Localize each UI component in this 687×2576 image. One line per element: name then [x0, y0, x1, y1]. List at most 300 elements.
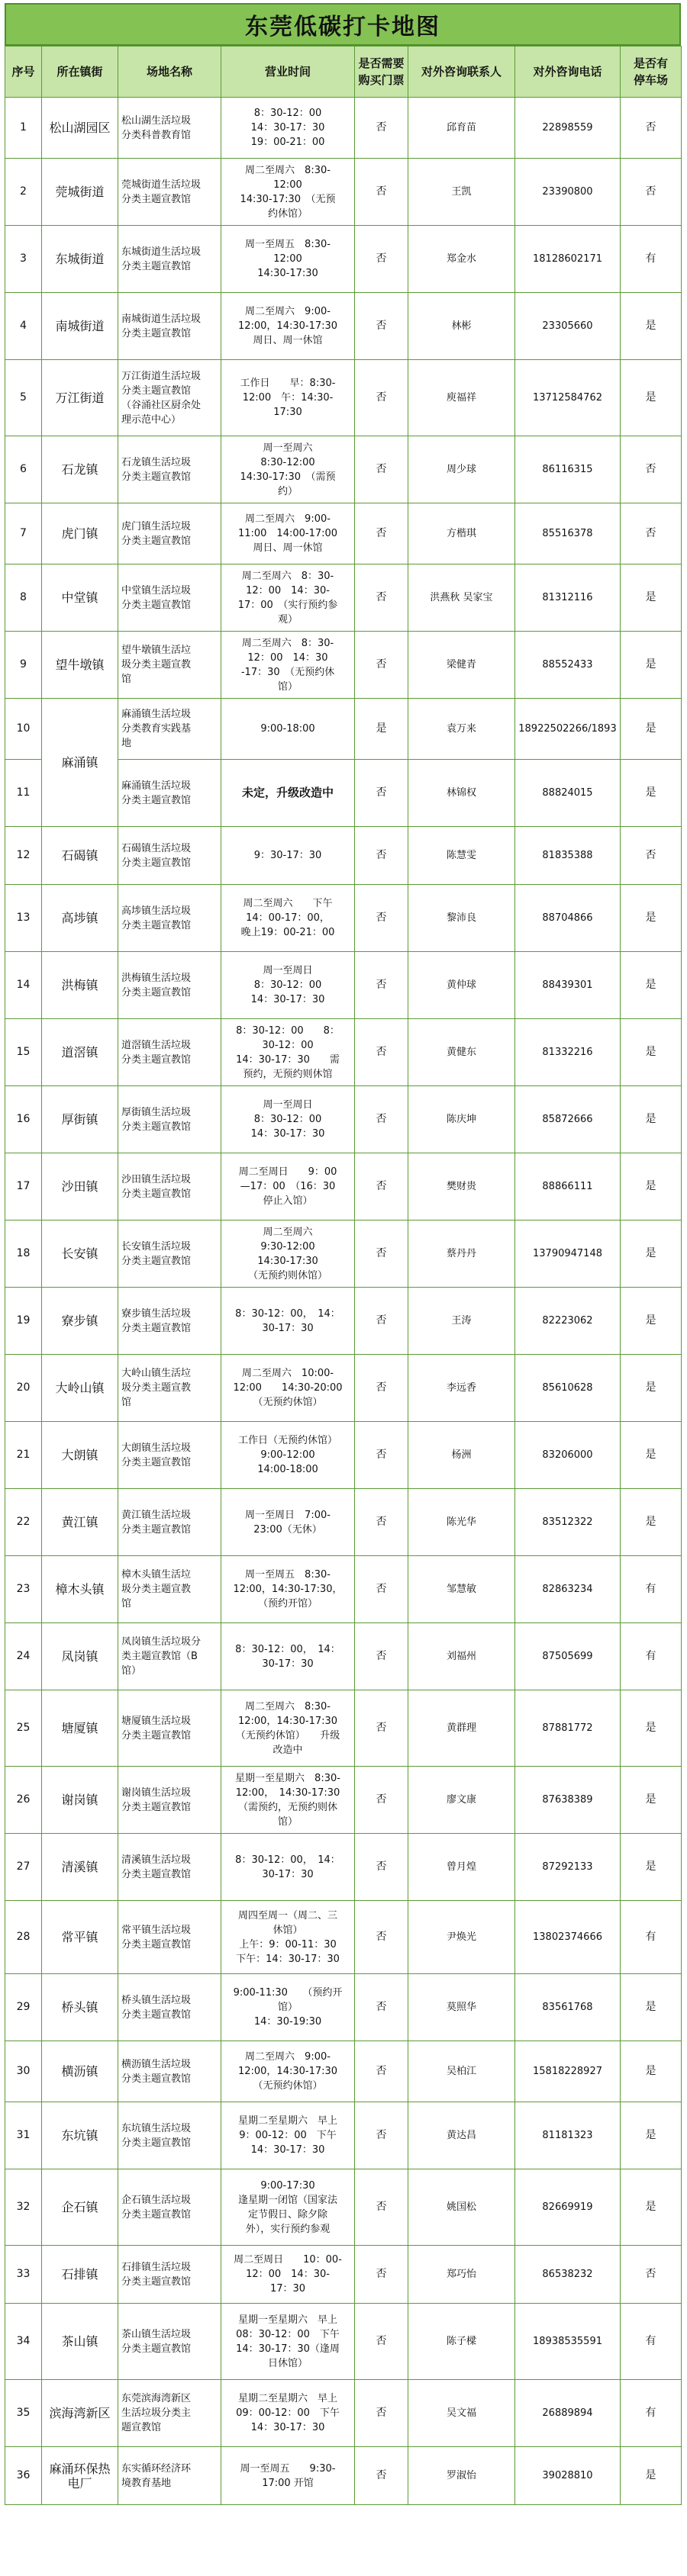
row-ticket: 否	[355, 2304, 408, 2380]
row-phone: 18938535591	[515, 2304, 621, 2380]
row-parking: 是	[621, 1834, 682, 1901]
row-hours: 星期一至星期六 8:30- 12:00， 14:30-17:30 （需预约，无预约则休 馆）	[221, 1767, 355, 1834]
row-no: 22	[5, 1489, 42, 1556]
row-no: 9	[5, 632, 42, 699]
row-parking: 是	[621, 760, 682, 827]
row-ticket: 否	[355, 2447, 408, 2505]
row-no: 20	[5, 1355, 42, 1422]
row-no: 4	[5, 293, 42, 360]
row-ticket: 否	[355, 1220, 408, 1288]
row-parking: 是	[621, 2447, 682, 2505]
header-parking: 是否有 停车场	[621, 47, 682, 98]
row-venue: 东实循环经济环 境教育基地	[118, 2447, 221, 2505]
row-venue: 高埗镇生活垃圾 分类主题宣教馆	[118, 885, 221, 952]
row-street: 沙田镇	[42, 1153, 118, 1220]
row-hours: 周一至周日 7:00- 23:00（无休）	[221, 1489, 355, 1556]
row-no: 29	[5, 1974, 42, 2041]
row-street: 樟木头镇	[42, 1556, 118, 1623]
row-parking: 是	[621, 1355, 682, 1422]
row-venue: 东坑镇生活垃圾 分类主题宣教馆	[118, 2102, 221, 2169]
row-parking: 是	[621, 1489, 682, 1556]
row-phone: 82223062	[515, 1288, 621, 1355]
row-street: 虎门镇	[42, 503, 118, 564]
row-parking: 是	[621, 1767, 682, 1834]
row-parking: 有	[621, 226, 682, 293]
row-hours: 9:00-17:30 逢星期一闭馆（国家法 定节假日、除夕除 外），实行预约参观	[221, 2169, 355, 2246]
row-street: 桥头镇	[42, 1974, 118, 2041]
row-hours: 星期一至星期六 早上 08：30-12：00 下午 14：30-17：30（逢周 日休馆）	[221, 2304, 355, 2380]
row-venue: 谢岗镇生活垃圾 分类主题宣教馆	[118, 1767, 221, 1834]
row-phone: 18922502266/1893	[515, 699, 621, 760]
row-parking: 是	[621, 293, 682, 360]
row-street: 企石镇	[42, 2169, 118, 2246]
row-parking: 是	[621, 952, 682, 1019]
row-venue: 洪梅镇生活垃圾 分类主题宣教馆	[118, 952, 221, 1019]
row-ticket: 否	[355, 293, 408, 360]
header-contact: 对外咨询联系人	[408, 47, 515, 98]
table-row	[5, 1767, 682, 1834]
row-phone: 26889894	[515, 2380, 621, 2447]
row-phone: 13802374666	[515, 1901, 621, 1974]
row-ticket: 否	[355, 1901, 408, 1974]
row-no: 28	[5, 1901, 42, 1974]
row-no: 17	[5, 1153, 42, 1220]
map-sheet	[5, 3, 681, 2571]
row-street: 常平镇	[42, 1901, 118, 1974]
row-phone: 23390800	[515, 159, 621, 226]
row-street: 麻涌镇	[42, 699, 118, 827]
row-venue: 莞城街道生活垃圾 分类主题宣教馆	[118, 159, 221, 226]
row-venue: 茶山镇生活垃圾 分类主题宣教馆	[118, 2304, 221, 2380]
row-parking: 是	[621, 2102, 682, 2169]
row-no: 21	[5, 1422, 42, 1489]
row-contact: 林彬	[408, 293, 515, 360]
row-venue: 麻涌镇生活垃圾 分类主题宣教馆	[118, 760, 221, 827]
row-contact: 王凯	[408, 159, 515, 226]
row-parking: 有	[621, 1556, 682, 1623]
row-contact: 陈慧雯	[408, 827, 515, 885]
row-street: 东坑镇	[42, 2102, 118, 2169]
row-contact: 李远香	[408, 1355, 515, 1422]
row-venue: 道滘镇生活垃圾 分类主题宣教馆	[118, 1019, 221, 1086]
row-hours: 周二至周六 9:30-12:00 14:30-17:30 （无预约则休馆）	[221, 1220, 355, 1288]
row-no: 11	[5, 760, 42, 827]
row-phone: 81181323	[515, 2102, 621, 2169]
row-street: 大朗镇	[42, 1422, 118, 1489]
row-ticket: 否	[355, 1086, 408, 1153]
table-row	[5, 1690, 682, 1767]
row-hours: 8：30-12：00， 14： 30-17：30	[221, 1623, 355, 1690]
table-row	[5, 1623, 682, 1690]
row-ticket: 否	[355, 1288, 408, 1355]
row-parking: 是	[621, 1153, 682, 1220]
row-venue: 石碣镇生活垃圾 分类主题宣教馆	[118, 827, 221, 885]
row-contact: 庾福祥	[408, 360, 515, 436]
row-street: 滨海湾新区	[42, 2380, 118, 2447]
row-street: 石碣镇	[42, 827, 118, 885]
row-contact: 樊财贵	[408, 1153, 515, 1220]
row-ticket: 否	[355, 2380, 408, 2447]
row-street: 洪梅镇	[42, 952, 118, 1019]
row-hours: 周二至周六 10:00- 12:00 14:30-20:00 （无预约休馆）	[221, 1355, 355, 1422]
row-parking: 是	[621, 1690, 682, 1767]
table-row	[5, 2041, 682, 2102]
row-phone: 82669919	[515, 2169, 621, 2246]
row-hours: 9:00-11:30 （预约开 馆） 14：30-19:30	[221, 1974, 355, 2041]
row-venue: 寮步镇生活垃圾 分类主题宣教馆	[118, 1288, 221, 1355]
row-parking: 有	[621, 1623, 682, 1690]
header-hours: 营业时间	[221, 47, 355, 98]
row-venue: 松山湖生活垃圾 分类科普教育馆	[118, 98, 221, 159]
row-contact: 吴柏江	[408, 2041, 515, 2102]
row-venue: 万江街道生活垃圾 分类主题宣教馆 （谷涌社区厨余处 理示范中心）	[118, 360, 221, 436]
table-row	[5, 2304, 682, 2380]
row-contact: 黄达昌	[408, 2102, 515, 2169]
row-phone: 83206000	[515, 1422, 621, 1489]
table-row	[5, 2447, 682, 2505]
row-parking: 否	[621, 436, 682, 503]
row-venue: 东城街道生活垃圾 分类主题宣教馆	[118, 226, 221, 293]
row-hours: 周二至周六 8:30- 12:00 14:30-17:30 （无预 约休馆）	[221, 159, 355, 226]
row-street: 茶山镇	[42, 2304, 118, 2380]
table-row	[5, 226, 682, 293]
row-street: 横沥镇	[42, 2041, 118, 2102]
table-row	[5, 293, 682, 360]
table-row	[5, 98, 682, 159]
row-hours: 周一至周日 8：30-12：00 14：30-17：30	[221, 952, 355, 1019]
row-phone: 88704866	[515, 885, 621, 952]
row-contact: 方楷琪	[408, 503, 515, 564]
row-ticket: 否	[355, 1355, 408, 1422]
row-ticket: 否	[355, 2169, 408, 2246]
row-ticket: 否	[355, 503, 408, 564]
row-contact: 陈光华	[408, 1489, 515, 1556]
row-contact: 郑金水	[408, 226, 515, 293]
row-no: 8	[5, 564, 42, 632]
row-street: 寮步镇	[42, 1288, 118, 1355]
row-no: 25	[5, 1690, 42, 1767]
table-row	[5, 360, 682, 436]
row-parking: 是	[621, 1019, 682, 1086]
row-no: 31	[5, 2102, 42, 2169]
row-no: 35	[5, 2380, 42, 2447]
row-ticket: 否	[355, 159, 408, 226]
row-street: 厚街镇	[42, 1086, 118, 1153]
row-street: 中堂镇	[42, 564, 118, 632]
row-ticket: 否	[355, 1690, 408, 1767]
row-phone: 18128602171	[515, 226, 621, 293]
row-contact: 陈子樑	[408, 2304, 515, 2380]
row-hours: 周二至周六 8：30- 12：00 14：30 -17：30 （无预约休 馆）	[221, 632, 355, 699]
table-row	[5, 699, 682, 760]
row-ticket: 否	[355, 632, 408, 699]
row-phone: 86116315	[515, 436, 621, 503]
row-no: 1	[5, 98, 42, 159]
row-contact: 梁健青	[408, 632, 515, 699]
row-street: 大岭山镇	[42, 1355, 118, 1422]
row-phone: 13712584762	[515, 360, 621, 436]
row-ticket: 是	[355, 699, 408, 760]
row-venue: 望牛墩镇生活垃 圾分类主题宣教 馆	[118, 632, 221, 699]
row-parking: 否	[621, 503, 682, 564]
table-row	[5, 1019, 682, 1086]
row-parking: 否	[621, 98, 682, 159]
row-no: 27	[5, 1834, 42, 1901]
table-row	[5, 1355, 682, 1422]
table-row	[5, 1834, 682, 1901]
row-venue: 厚街镇生活垃圾 分类主题宣教馆	[118, 1086, 221, 1153]
row-no: 23	[5, 1556, 42, 1623]
row-contact: 罗淑怡	[408, 2447, 515, 2505]
row-hours: 8：30-12：00 8： 30-12：00 14：30-17：30 需 预约，无预约则休馆	[221, 1019, 355, 1086]
row-contact: 姚国松	[408, 2169, 515, 2246]
row-ticket: 否	[355, 1834, 408, 1901]
row-ticket: 否	[355, 1767, 408, 1834]
row-hours: 星期二至星期六 早上 9：00-12：00 下午 14：30-17：30	[221, 2102, 355, 2169]
row-street: 麻涌环保热 电厂	[42, 2447, 118, 2505]
row-no: 30	[5, 2041, 42, 2102]
row-parking: 有	[621, 2380, 682, 2447]
row-no: 12	[5, 827, 42, 885]
row-phone: 87881772	[515, 1690, 621, 1767]
row-venue: 清溪镇生活垃圾 分类主题宣教馆	[118, 1834, 221, 1901]
row-parking: 是	[621, 1220, 682, 1288]
row-contact: 陈庆坤	[408, 1086, 515, 1153]
row-hours: 8：30-12：00 14：30-17：30 19：00-21：00	[221, 98, 355, 159]
row-contact: 黎沛良	[408, 885, 515, 952]
row-no: 32	[5, 2169, 42, 2246]
row-contact: 郑巧怡	[408, 2246, 515, 2304]
row-phone: 13790947148	[515, 1220, 621, 1288]
row-ticket: 否	[355, 1974, 408, 2041]
row-parking: 是	[621, 885, 682, 952]
row-phone: 15818228927	[515, 2041, 621, 2102]
row-no: 36	[5, 2447, 42, 2505]
row-parking: 是	[621, 2169, 682, 2246]
row-hours: 工作日 早：8:30- 12:00 午：14:30- 17:30	[221, 360, 355, 436]
row-no: 2	[5, 159, 42, 226]
row-phone: 88824015	[515, 760, 621, 827]
row-contact: 蔡丹丹	[408, 1220, 515, 1288]
row-hours: 周二至周六 9:00- 12:00，14:30-17:30 （无预约休馆）	[221, 2041, 355, 2102]
row-contact: 邱育苗	[408, 98, 515, 159]
row-contact: 刘福州	[408, 1623, 515, 1690]
row-parking: 是	[621, 1086, 682, 1153]
table-row	[5, 564, 682, 632]
row-no: 26	[5, 1767, 42, 1834]
row-phone: 39028810	[515, 2447, 621, 2505]
row-street: 谢岗镇	[42, 1767, 118, 1834]
row-phone: 22898559	[515, 98, 621, 159]
row-street: 塘厦镇	[42, 1690, 118, 1767]
row-no: 14	[5, 952, 42, 1019]
row-phone: 85516378	[515, 503, 621, 564]
row-venue: 黄江镇生活垃圾 分类主题宣教馆	[118, 1489, 221, 1556]
row-contact: 黄群理	[408, 1690, 515, 1767]
row-phone: 87292133	[515, 1834, 621, 1901]
row-street: 黄江镇	[42, 1489, 118, 1556]
row-contact: 尹焕光	[408, 1901, 515, 1974]
row-venue: 横沥镇生活垃圾 分类主题宣教馆	[118, 2041, 221, 2102]
row-no: 16	[5, 1086, 42, 1153]
row-phone: 85610628	[515, 1355, 621, 1422]
row-no: 5	[5, 360, 42, 436]
row-ticket: 否	[355, 952, 408, 1019]
row-venue: 东莞滨海湾新区 生活垃圾分类主 题宣教馆	[118, 2380, 221, 2447]
row-contact: 吴文福	[408, 2380, 515, 2447]
row-phone: 83561768	[515, 1974, 621, 2041]
header-phone: 对外咨询电话	[515, 47, 621, 98]
row-street: 莞城街道	[42, 159, 118, 226]
row-venue: 麻涌镇生活垃圾 分类教育实践基 地	[118, 699, 221, 760]
row-contact: 黄健东	[408, 1019, 515, 1086]
table-row	[5, 1489, 682, 1556]
row-hours: 9：30-17：30	[221, 827, 355, 885]
row-venue: 大岭山镇生活垃 圾分类主题宣教 馆	[118, 1355, 221, 1422]
row-contact: 曾月煌	[408, 1834, 515, 1901]
row-hours: 周一至周五 9:30- 17:00 开馆	[221, 2447, 355, 2505]
row-hours: 未定，升级改造中	[221, 760, 355, 827]
row-street: 望牛墩镇	[42, 632, 118, 699]
header-no: 序号	[5, 47, 42, 98]
table-body	[5, 98, 682, 2505]
row-no: 3	[5, 226, 42, 293]
row-phone: 23305660	[515, 293, 621, 360]
row-venue: 企石镇生活垃圾 分类主题宣教馆	[118, 2169, 221, 2246]
row-venue: 塘厦镇生活垃圾 分类主题宣教馆	[118, 1690, 221, 1767]
table-row	[5, 436, 682, 503]
row-street: 石龙镇	[42, 436, 118, 503]
row-contact: 莫照华	[408, 1974, 515, 2041]
row-venue: 桥头镇生活垃圾 分类主题宣教馆	[118, 1974, 221, 2041]
row-venue: 中堂镇生活垃圾 分类主题宣教馆	[118, 564, 221, 632]
row-phone: 88866111	[515, 1153, 621, 1220]
table-row	[5, 885, 682, 952]
row-contact: 王涛	[408, 1288, 515, 1355]
header-ticket: 是否需要 购买门票	[355, 47, 408, 98]
row-venue: 南城街道生活垃圾 分类主题宣教馆	[118, 293, 221, 360]
table-row	[5, 2380, 682, 2447]
table-row	[5, 1086, 682, 1153]
row-parking: 是	[621, 1422, 682, 1489]
row-contact: 洪燕秋 吴家宝	[408, 564, 515, 632]
row-hours: 周二至周日 9：00 —17：00 （16：30 停止入馆）	[221, 1153, 355, 1220]
row-no: 18	[5, 1220, 42, 1288]
row-ticket: 否	[355, 436, 408, 503]
row-phone: 81312116	[515, 564, 621, 632]
row-hours: 周二至周六 9:00- 11:00 14:00-17:00 周日、周一休馆	[221, 503, 355, 564]
row-hours: 周一至周五 8:30- 12:00 14:30-17:30	[221, 226, 355, 293]
row-parking: 是	[621, 699, 682, 760]
row-parking: 是	[621, 632, 682, 699]
row-contact: 杨洲	[408, 1422, 515, 1489]
row-parking: 是	[621, 564, 682, 632]
row-street: 石排镇	[42, 2246, 118, 2304]
row-parking: 有	[621, 2304, 682, 2380]
row-no: 7	[5, 503, 42, 564]
row-venue: 沙田镇生活垃圾 分类主题宣教馆	[118, 1153, 221, 1220]
row-phone: 87638389	[515, 1767, 621, 1834]
row-parking: 是	[621, 1288, 682, 1355]
row-phone: 88552433	[515, 632, 621, 699]
row-no: 6	[5, 436, 42, 503]
header-venue: 场地名称	[118, 47, 221, 98]
row-venue: 凤岗镇生活垃圾分 类主题宣教馆（B 馆）	[118, 1623, 221, 1690]
row-no: 13	[5, 885, 42, 952]
row-ticket: 否	[355, 360, 408, 436]
row-ticket: 否	[355, 226, 408, 293]
table-row	[5, 1220, 682, 1288]
table-header-row	[5, 47, 682, 98]
row-ticket: 否	[355, 564, 408, 632]
row-phone: 82863234	[515, 1556, 621, 1623]
row-ticket: 否	[355, 1623, 408, 1690]
row-no: 10	[5, 699, 42, 760]
row-street: 凤岗镇	[42, 1623, 118, 1690]
row-contact: 邹慧敏	[408, 1556, 515, 1623]
row-no: 33	[5, 2246, 42, 2304]
row-parking: 是	[621, 1974, 682, 2041]
row-hours: 周二至周日 10：00- 12：00 14：30- 17：30	[221, 2246, 355, 2304]
row-ticket: 否	[355, 2041, 408, 2102]
row-parking: 否	[621, 159, 682, 226]
row-contact: 黄仲球	[408, 952, 515, 1019]
row-contact: 袁万来	[408, 699, 515, 760]
row-street: 松山湖园区	[42, 98, 118, 159]
row-street: 万江街道	[42, 360, 118, 436]
row-venue: 樟木头镇生活垃 圾分类主题宣教 馆	[118, 1556, 221, 1623]
row-phone: 88439301	[515, 952, 621, 1019]
table-row	[5, 2246, 682, 2304]
row-ticket: 否	[355, 1422, 408, 1489]
row-street: 高埗镇	[42, 885, 118, 952]
row-hours: 8：30-12：00， 14： 30-17：30	[221, 1288, 355, 1355]
row-parking: 是	[621, 2041, 682, 2102]
row-hours: 周二至周六 下午 14：00-17：00， 晚上19：00-21：00	[221, 885, 355, 952]
row-venue: 大朗镇生活垃圾 分类主题宣教馆	[118, 1422, 221, 1489]
row-no: 19	[5, 1288, 42, 1355]
table-row	[5, 503, 682, 564]
row-phone: 85872666	[515, 1086, 621, 1153]
row-parking: 有	[621, 1901, 682, 1974]
row-street: 道滘镇	[42, 1019, 118, 1086]
row-ticket: 否	[355, 760, 408, 827]
row-venue: 石龙镇生活垃圾 分类主题宣教馆	[118, 436, 221, 503]
row-contact: 周少球	[408, 436, 515, 503]
page-title: 东莞低碳打卡地图	[5, 3, 681, 46]
table-row	[5, 159, 682, 226]
row-no: 24	[5, 1623, 42, 1690]
row-hours: 星期二至星期六 早上 09：00-12：00 下午 14：30-17：30	[221, 2380, 355, 2447]
row-parking: 是	[621, 360, 682, 436]
row-hours: 8：30-12：00， 14： 30-17：30	[221, 1834, 355, 1901]
row-street: 清溪镇	[42, 1834, 118, 1901]
row-no: 34	[5, 2304, 42, 2380]
table-row	[5, 1422, 682, 1489]
row-ticket: 否	[355, 1153, 408, 1220]
row-street: 东城街道	[42, 226, 118, 293]
row-phone: 86538232	[515, 2246, 621, 2304]
row-venue: 石排镇生活垃圾 分类主题宣教馆	[118, 2246, 221, 2304]
row-hours: 工作日（无预约休馆） 9:00-12:00 14:00-18:00	[221, 1422, 355, 1489]
row-venue: 长安镇生活垃圾 分类主题宣教馆	[118, 1220, 221, 1288]
row-ticket: 否	[355, 1489, 408, 1556]
table-row	[5, 2102, 682, 2169]
row-hours: 周一至周日 8：30-12：00 14：30-17：30	[221, 1086, 355, 1153]
table-row	[5, 1556, 682, 1623]
row-hours: 9:00-18:00	[221, 699, 355, 760]
table-row	[5, 1288, 682, 1355]
